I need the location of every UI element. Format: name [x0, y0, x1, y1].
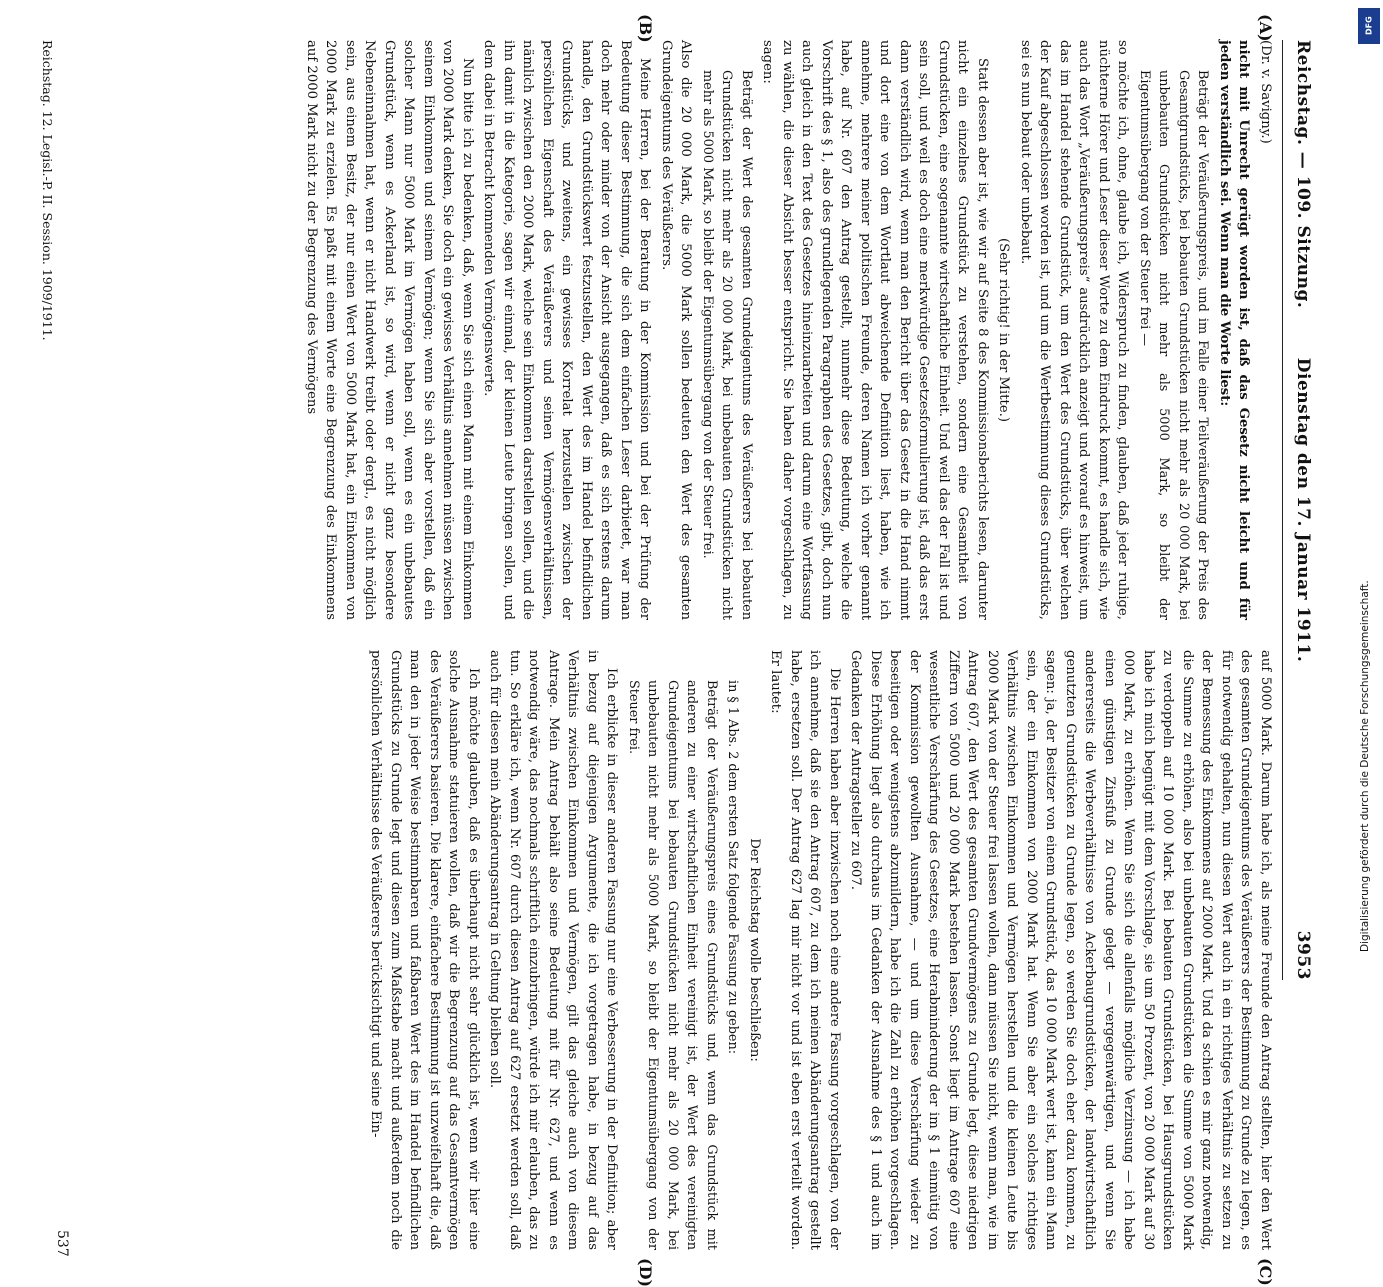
margin-marker-b: (B): [636, 14, 655, 43]
paragraph: auf 5000 Mark. Darum habe ich, als meine Freunde den Antrag stellten, hier den Wert des gesamten Grundeigentums des Veräußerers der Bestimmung zu Grunde zu legen, es für notwendig gehalten, nun diesen Wert auch in ein richtiges Verhältnis zu setzen zu der Bemessung des Einkommens auf 2000 Mark. Und da schien es mir ganz notwendig, die Summe zu erhöhen, also bei unbebauten Grundstücken die Summe von 5000 Mark zu verdoppeln auf 10 000 Mark. Bei bebauten Grundstücken, bei Hausgrundstücken habe ich mich begnügt mit dem Vorschlage, sie um 50 Prozent, von 20 000 Mark auf 30 000 Mark, zu erhöhen. Wenn Sie sich die allenfalls mögliche Verzinsung — ich habe einen günstigen Zinsfuß zu Grunde gelegt — vergegenwärtigen, und wenn Sie andererseits die Werbeverhältnisse von Ackerbaugrundstücken, der landwirtschaftlich genutzten Grundstücken zu Grunde legen, so werden Sie doch eher dazu kommen, zu sagen: ja, der Besitzer von einem Grundstück, das 10 000 Mark wert ist, kann ein Mann sein, der ein Einkommen von 2000 Mark hat. Wenn Sie aber ein solches richtiges Verhältnis zwischen Einkommen und Vermögen herstellen und die kleinen Leute bis 2000 Mark von der Steuer frei lassen wollen, dann müssen Sie nicht, wenn man, wie im Antrag 607, den Wert des gesamten Grundvermögens zu Grunde legt, diese niedrigen Ziffern von 5000 und 20 000 Mark bestehen lassen. Sonst liegt im Antrage 607 eine wesentliche Verschärfung des Gesetzes, eine Herabminderung der im § 1 einmütig von der Kommission gewollten Ausnahme, — und um diese Verschärfung wieder zu beseitigen oder wenigstens abzumildern, habe ich die Zahl zu erhöhen vorgeschlagen. Diese Erhöhung liegt also durchaus im Gedanken der Ausnahme des § 1 und auch im Gedanken der Antragsteller zu 607.: [848, 650, 1273, 1250]
paragraph: Nun bitte ich zu bedenken, daß, wenn Sie sich einen Mann mit einem Einkommen von 2000 Mark denken, Sie doch ein gewisses Verhältnis annehmen müssen zwischen seinem Einkommen und seinem Vermögen; wenn Sie sich aber vorstellen, daß ein solcher Mann nur 5000 Mark im Vermögen haben soll, wenn es ein unbebautes Grundstück, wenn es Ackerland ist, so wird, wenn er nicht ganz besondere Nebeneinnahmen hat, wenn er nicht Handwerk treibt oder dergl., es nicht möglich sein, aus einem Besitz, der nur einen Wert von 5000 Mark hat, ein Einkommen von 2000 Mark zu erzielen. Es paßt mit einem Worte eine Begrenzung des Einkommens auf 2000 Mark nicht zu der Begrenzung des Vermögens: [304, 40, 475, 620]
paragraph: Die Herren haben aber inzwischen noch eine andere Fassung vorgeschlagen, von der ich annehme, daß sie den Antrag 607, zu dem ich meinen Abänderungsantrag gestellt habe, ersetzen soll. Der Antrag 627 lag mir nicht vor und ist eben erst verteilt worden. Er lautet:: [768, 650, 842, 1250]
margin-marker-a: (A): [1256, 14, 1275, 42]
header-left: Reichstag. — 109. Sitzung.: [1293, 40, 1313, 309]
quoted-text: Beträgt der Veräußerungspreis eines Grundstücks und, wenn das Grundstück mit anderen zu einer wirtschaftlichen Einheit vereinigt ist, der Wert des vereinigten Grundeigentums bei bebauten Grundstücken nicht mehr als 20 000 Mark, bei unbebauten nicht mehr als 5000 Mark, so bleibt der Eigentumsübergang von der Steuer frei.: [626, 680, 719, 1250]
paragraph: Meine Herren, bei der Beratung in der Kommission und bei der Prüfung der Bedeutung dieser Bestimmung, die sich dem einfachen Leser darbietet, war man doch mehr oder minder von der Ansicht ausgegangen, daß es sich erstens darum handle, den Grundstückswert festzustellen, den Wert des im Handel befindlichen Grundstücks, und zweitens, ein gewisses Korrelat herzustellen zwischen der persönlichen Eigenschaft des Veräußerers und seinen Vermögensverhältnissen, nämlich zwischen den 2000 Mark, welche sein Einkommen darstellen sollen, und die ihn damit in die Kategorie, sagen wir einmal, der kleinen Leute bringen sollen, und dem dabei in Betracht kommenden Vermögenswerte.: [481, 40, 653, 620]
left-column: [300, 40, 1276, 620]
document-page: [25, 0, 1345, 1287]
paragraph: Ich möchte glauben, daß es überhaupt nicht sehr glücklich ist, wenn wir hier eine solche Ausnahme statuieren wollen, daß wir die Begrenzung auf das Gesamtvermögen des Veräußerers basieren. Die klarere, einfachere Bestimmung ist unzweifelhaft die, daß man den in jeder Weise bestimmbaren und faßbaren Wert des im Handel befindlichen Grundstücks zu Grunde legt und diesen zum Maßstabe macht und außerdem noch die persönlichen Verhältnisse des Veräußerers berücksichtigt und seine Ein-: [368, 650, 481, 1250]
paragraph: Ich erblicke in dieser anderen Fassung nur eine Verbesserung in der Definition; aber in bezug auf diejenigen Argumente, die ich vorgetragen habe, in bezug auf das Verhältnis zwischen Einkommen und Vermögen, gilt das gleiche auch von diesem Antrage. Mein Antrag behält also seine Bedeutung mit für Nr. 627, und wenn es notwendig wäre, das nochmals schriftlich einzubringen, würde ich mir erlauben, das zu tun. So erkläre ich, wenn Nr. 607 durch diesen Antrag auf 627 ersetzt werden soll, daß auch für diesen mein Abänderungsantrag in Geltung bleiben soll.: [487, 650, 620, 1250]
margin-marker-c: (C): [1256, 1258, 1275, 1286]
header-center: Dienstag den 17. Januar 1911.: [1293, 357, 1313, 663]
paragraph: Also die 20 000 Mark, die 5000 Mark sollen bedeuten den Wert des gesamten Grundeigentums des Veräußerers.: [659, 40, 694, 620]
margin-marker-d: (D): [636, 1258, 655, 1287]
page-footer: Reichstag. 12. Legisl.-P. II. Session. 1909/1911.: [40, 40, 55, 341]
quoted-text: Beträgt der Veräußerungspreis, und im Falle einer Teilveräußerung der Preis des Gesamtgrundstücks, bei bebauten Grundstücken nicht mehr als 20 000 Mark, bei unbebauten Grundstücken nicht mehr als 5000 Mark, so bleibt der Eigentumsübergang von der Steuer frei —: [1137, 70, 1211, 620]
interjection: (Sehr richtig! in der Mitte.): [996, 238, 1012, 422]
dfg-logo: DFG: [1358, 8, 1380, 44]
header-rule: [1282, 40, 1283, 980]
speaker-label: (Dr. v. Savigny.): [1258, 40, 1273, 144]
paragraph: so möchte ich, ohne, glaube ich, Widerspruch zu finden, glauben, daß jeder ruhige, nüchterne Hörer und Leser dieser Worte zu dem Eindruck kommt, es handle sich, wie auch das Wort „Veräußerungspreis“ ausdrücklich anzeigt und worauf es hinweist, um das im Handel stehende Grundstück, um den Wert des Grundstücks, über welchen der Kauf abgeschlossen worden ist, und um die Wertbestimmung dieses Grundstücks, sei es nun bebaut oder unbebaut.: [1018, 40, 1131, 620]
quoted-text: Beträgt der Wert des gesamten Grundeigentums des Veräußerers bei bebauten Grundstücken nicht mehr als 20 000 Mark, bei unbebauten Grundstücken nicht mehr als 5000 Mark, so bleibt der Eigentumsübergang von der Steuer frei.: [700, 70, 754, 620]
digitization-credit: Digitalisierung gefördert durch die Deutsche Forschungsgemeinschaft.: [1359, 580, 1371, 952]
right-column: [364, 650, 1275, 1250]
header-page-number: 3953: [1293, 930, 1313, 980]
paragraph: nicht mit Unrecht gerügt worden ist, daß das Gesetz nicht leicht und für jeden verständlich sei. Wenn man die Worte liest:: [1217, 40, 1252, 620]
page-header: [1283, 40, 1323, 980]
quoted-text: in § 1 Abs. 2 dem ersten Satz folgende Fassung zu geben:: [725, 680, 741, 1055]
motion-heading: Der Reichstag wolle beschließen:: [747, 838, 762, 1062]
paragraph: Statt dessen aber ist, wie wir auf Seite 8 des Kommissionsberichts lesen, darunter nicht ein einzelnes Grundstück zu verstehen, sondern eine Gesamtheit von Grundstücken, eine sogenannte wirtschaftliche Einheit. Und weil das der Fall ist und sein soll, und weil es doch eine merkwürdige Gesetzesformulierung ist, daß das erst dann verständlich wird, wenn man den Bericht über das Gesetz in die Hand nimmt und dort eine von dem Wortlaut abweichende Definition liest, haben, wie ich annehme, mehrere meiner politischen Freunde, deren Namen ich vorher genannt habe, auf Nr. 607 den Antrag gestellt, nunmehr diese Bedeutung, welche die Vorschrift des § 1, also des grundlegenden Paragraphen des Gesetzes, gibt, doch nun auch gleich in den Text des Gesetzes hineinzuarbeiten und darum eine Wortfassung zu wählen, die dieser Absicht besser entspricht. Sie haben daher vorgeschlagen, zu sagen:: [760, 40, 990, 620]
digitization-strip: [1355, 0, 1383, 1000]
sheet-number: 537: [54, 1230, 70, 1257]
